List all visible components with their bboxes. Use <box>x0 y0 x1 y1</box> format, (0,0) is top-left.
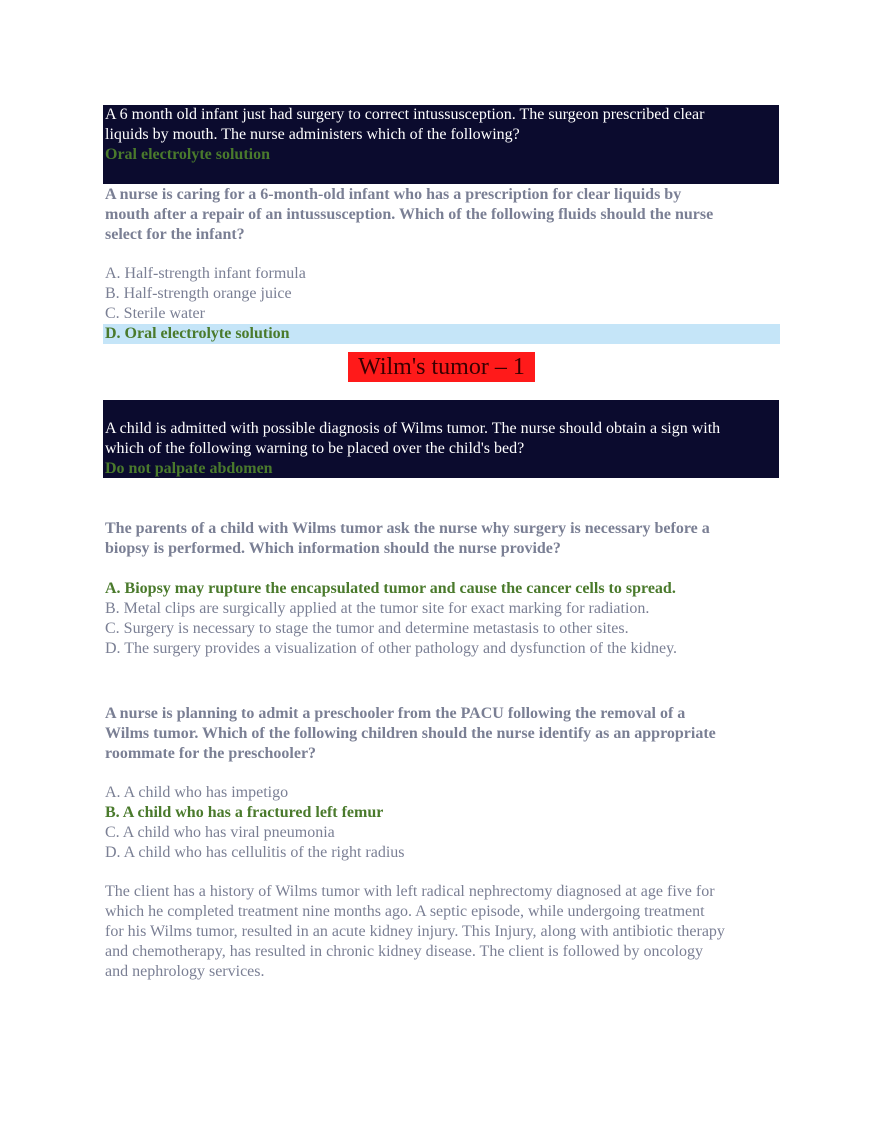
question-line: A nurse is planning to admit a preschooler from the PACU following the removal of a <box>105 705 686 722</box>
flashcard-question-line: liquids by mouth. The nurse administers which of the following? <box>105 126 520 143</box>
option-a: A. A child who has impetigo <box>105 784 289 801</box>
option-d-correct: D. Oral electrolyte solution <box>103 324 780 344</box>
options-biopsy <box>105 579 780 659</box>
flashcard-answer: Do not palpate abdomen <box>105 460 273 477</box>
section-heading-wilms-tumor: Wilm's tumor – 1 <box>348 352 535 382</box>
flashcard-answer: Oral electrolyte solution <box>105 146 270 163</box>
question-line: Wilms tumor. Which of the following children should the nurse identify as an appropriate <box>105 725 716 742</box>
flashcard-question-line: A 6 month old infant just had surgery to correct intussusception. The surgeon prescribed clear <box>105 106 705 123</box>
case-line: and nephrology services. <box>105 963 265 980</box>
option-c: C. Surgery is necessary to stage the tumor and determine metastasis to other sites. <box>105 620 629 637</box>
case-line: which he completed treatment nine months ago. A septic episode, while undergoing treatment <box>105 903 705 920</box>
case-line: and chemotherapy, has resulted in chronic kidney disease. The client is followed by oncology <box>105 943 704 960</box>
question-biopsy <box>105 519 780 559</box>
option-a-correct: A. Biopsy may rupture the encapsulated tumor and cause the cancer cells to spread. <box>105 580 676 597</box>
option-b-correct: B. A child who has a fractured left femur <box>105 804 384 821</box>
option-c: C. Sterile water <box>105 305 205 322</box>
question-line: roommate for the preschooler? <box>105 745 317 762</box>
question-roommate <box>105 704 780 764</box>
case-paragraph <box>105 882 780 982</box>
question-line: mouth after a repair of an intussusception. Which of the following fluids should the nurse <box>105 206 714 223</box>
question-intussusception <box>105 185 780 245</box>
question-line: The parents of a child with Wilms tumor ask the nurse why surgery is necessary before a <box>105 520 710 537</box>
case-line: for his Wilms tumor, resulted in an acute kidney injury. This Injury, along with antibiotic therapy <box>105 923 725 940</box>
option-d: D. The surgery provides a visualization of other pathology and dysfunction of the kidney. <box>105 640 678 657</box>
option-d: D. A child who has cellulitis of the right radius <box>105 844 405 861</box>
option-a: A. Half-strength infant formula <box>105 265 306 282</box>
flashcard-question-line: which of the following warning to be placed over the child's bed? <box>105 440 525 457</box>
options-intussusception <box>105 264 780 324</box>
flashcard-wilms <box>103 400 779 478</box>
option-c: C. A child who has viral pneumonia <box>105 824 335 841</box>
question-line: biopsy is performed. Which information should the nurse provide? <box>105 540 561 557</box>
question-line: select for the infant? <box>105 226 245 243</box>
option-b: B. Metal clips are surgically applied at the tumor site for exact marking for radiation. <box>105 600 650 617</box>
options-roommate <box>105 783 780 863</box>
flashcard-question-line: A child is admitted with possible diagnosis of Wilms tumor. The nurse should obtain a sign with <box>105 420 721 437</box>
flashcard-intussusception <box>103 105 779 184</box>
option-b: B. Half-strength orange juice <box>105 285 292 302</box>
question-line: A nurse is caring for a 6-month-old infant who has a prescription for clear liquids by <box>105 186 682 203</box>
case-line: The client has a history of Wilms tumor with left radical nephrectomy diagnosed at age five for <box>105 883 715 900</box>
